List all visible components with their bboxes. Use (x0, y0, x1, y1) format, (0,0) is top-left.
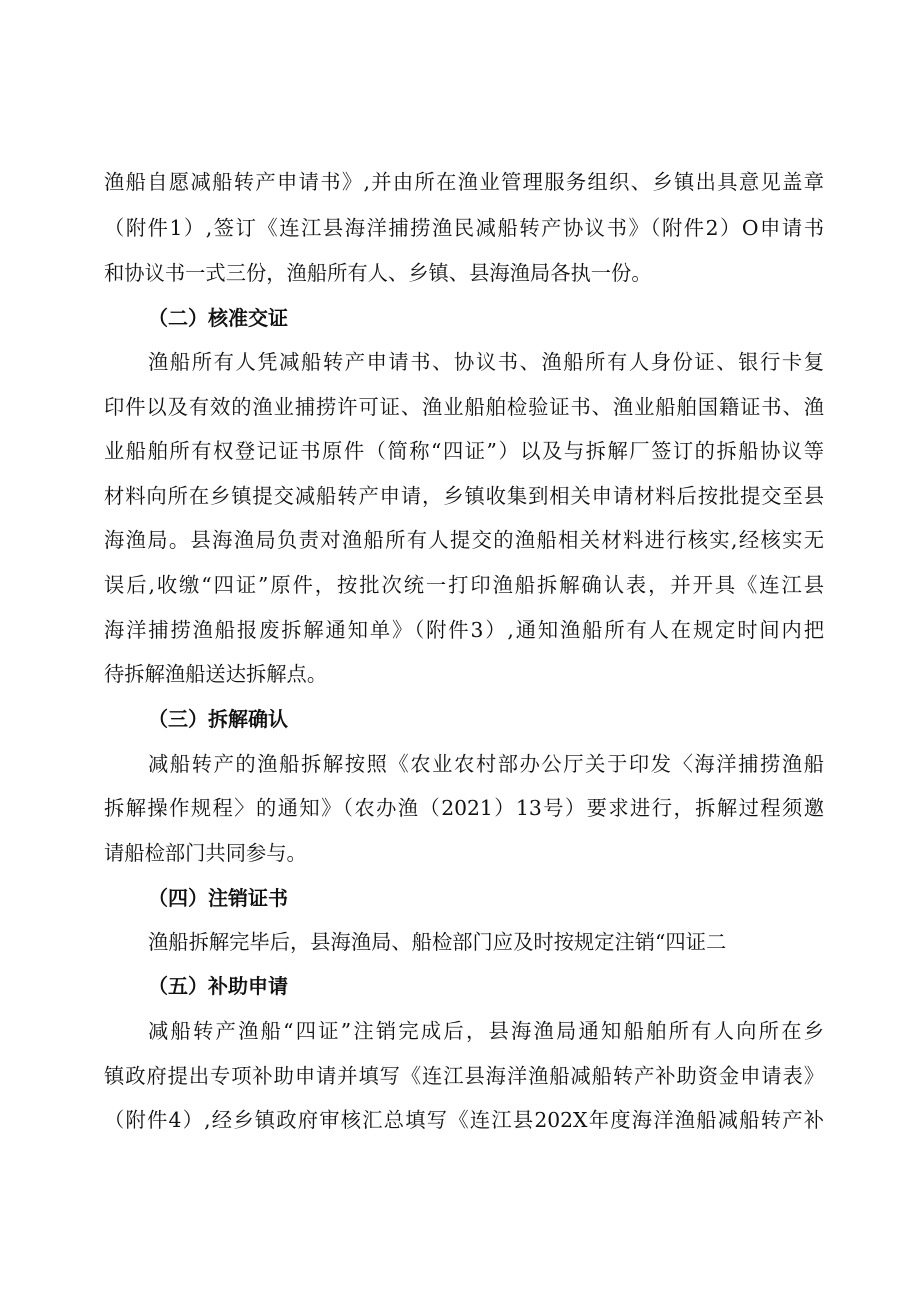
paragraph-line: 印件以及有效的渔业捕捞许可证、渔业船舶检验证书、渔业船舶国籍证书、渔 (104, 395, 824, 419)
paragraph-line: 减船转产的渔船拆解按照《农业农村部办公厅关于印发〈海洋捕捞渔船 (148, 752, 824, 776)
paragraph-line: 镇政府提出专项补助申请并填写《连江县海洋渔船减船转产补助资金申请表》 (104, 1064, 824, 1088)
section-heading: （二）核准交证 (148, 306, 288, 330)
paragraph-line: （附件1）,签订《连江县海洋捕捞渔民减船转产协议书》（附件2）O申请书 (104, 216, 824, 240)
paragraph-line: 待拆解渔船送达拆解点。 (104, 662, 328, 686)
section-heading: （三）拆解确认 (148, 707, 288, 731)
paragraph-line: 海渔局。县海渔局负责对渔船所有人提交的渔船相关材料进行核实,经核实无 (104, 528, 824, 552)
paragraph-line: 减船转产渔船“四证”注销完成后，县海渔局通知船舶所有人向所在乡 (148, 1019, 824, 1043)
paragraph-line: 渔船拆解完毕后，县海渔局、船检部门应及时按规定注销“四证二 (148, 930, 727, 954)
paragraph-line: 业船舶所有权登记证书原件（简称“四证”）以及与拆解厂签订的拆船协议等 (104, 439, 824, 463)
paragraph-line: 渔船自愿减船转产申请书》,并由所在渔业管理服务组织、乡镇出具意见盖章 (104, 170, 824, 194)
paragraph-line: 渔船所有人凭减船转产申请书、协议书、渔船所有人身份证、银行卡复 (148, 350, 824, 374)
paragraph-line: 和协议书一式三份，渔船所有人、乡镇、县海渔局各执一份。 (104, 261, 652, 285)
paragraph-line: （附件4）,经乡镇政府审核汇总填写《连江县202X年度海洋渔船减船转产补 (104, 1108, 824, 1132)
paragraph-line: 误后,收缴“四证”原件，按批次统一打印渔船拆解确认表，并开具《连江县 (104, 573, 824, 597)
section-heading: （五）补助申请 (148, 974, 288, 998)
section-heading: （四）注销证书 (148, 886, 288, 910)
paragraph-line: 请船检部门共同参与。 (104, 841, 307, 865)
paragraph-line: 材料向所在乡镇提交减船转产申请，乡镇收集到相关申请材料后按批提交至县 (104, 484, 824, 508)
paragraph-line: 海洋捕捞渔船报废拆解通知单》（附件3）,通知渔船所有人在规定时间内把 (104, 618, 824, 642)
paragraph-line: 拆解操作规程〉的通知》（农办渔（2021）13号）要求进行，拆解过程须邀 (104, 796, 824, 820)
